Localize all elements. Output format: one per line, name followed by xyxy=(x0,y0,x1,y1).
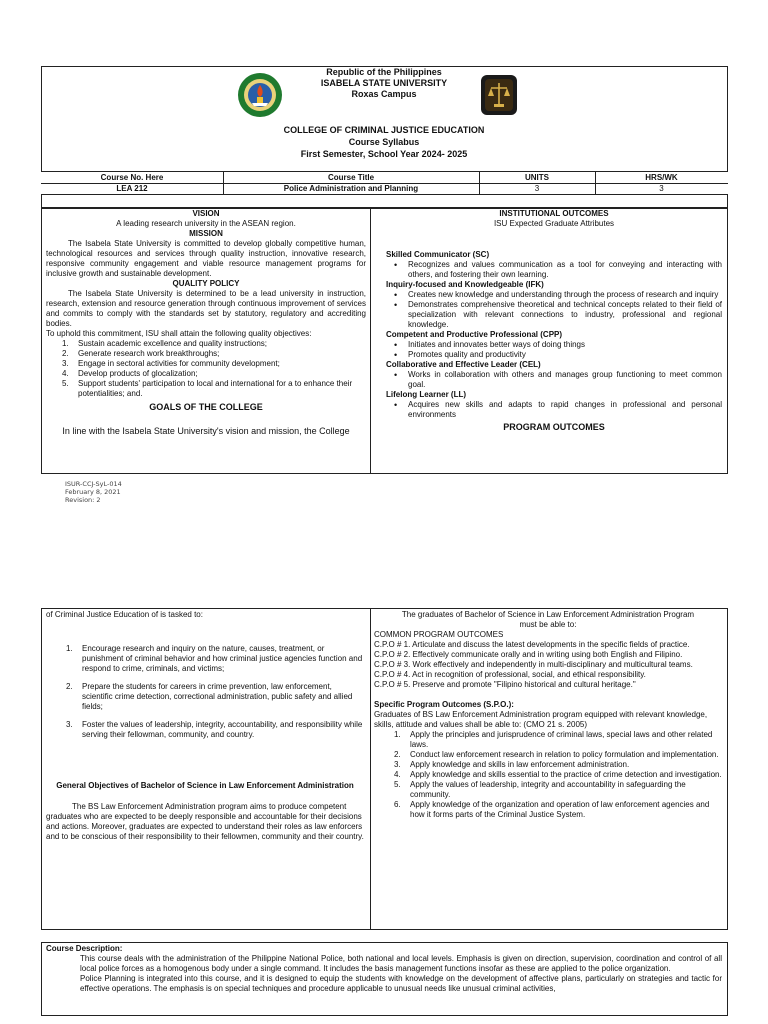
ll-title: Lifelong Learner (LL) xyxy=(386,390,466,399)
list-number: 4. xyxy=(394,770,401,779)
course-title-header: Course Title xyxy=(327,173,375,182)
list-item xyxy=(374,730,722,750)
list-item: • Works in collaboration with others and manages group functioning to meet common goal. xyxy=(386,370,722,390)
cpp-title: Competent and Productive Professional (CPP) xyxy=(386,330,563,339)
vision-title: VISION xyxy=(192,209,220,218)
quality-objectives-list xyxy=(46,339,366,399)
list-item: • Creates new knowledge and understanding through the process of research and inquiry xyxy=(386,290,722,300)
cel-title: Collaborative and Effective Leader (CEL) xyxy=(386,360,541,369)
list-item: • Demonstrates comprehensive theoretical and technical concepts related to their field of specialization with relevant connections to industry, professional and regional knowledge. xyxy=(386,300,722,330)
list-item xyxy=(46,349,366,359)
footer-revision: Revision: 2 xyxy=(65,496,101,504)
hrs-wk-value: 3 xyxy=(659,184,664,193)
cpo-item: C.P.O # 4. Act in recognition of professional, social, and ethical responsibility. xyxy=(374,670,646,679)
list-number: 1. xyxy=(394,730,401,739)
course-description xyxy=(46,944,722,994)
list-text: Generate research work breakthroughs; xyxy=(78,349,220,358)
course-description-para-1: This course deals with the administration of the Philippine National Police, both national and local levels. Emphasis is given on direction, supervision, coordination and control of all local police forces as a homogenous body under a single command. It includes the basis management functions insofar as these are applied to the police organization. xyxy=(80,954,722,973)
list-item xyxy=(46,644,364,674)
footer-date: February 8, 2021 xyxy=(65,488,121,496)
list-text: Sustain academic excellence and quality instructions; xyxy=(78,339,267,348)
list-item xyxy=(374,770,722,780)
cpo-item: C.P.O # 3. Work effectively and independently in multi-disciplinary and multicultural teams. xyxy=(374,660,693,669)
vision-column xyxy=(46,209,366,437)
list-text: Prepare the students for careers in crime prevention, law enforcement, scientific crime detection, correctional administration, public safety and allied fields; xyxy=(82,682,353,711)
list-number: 2. xyxy=(62,349,69,358)
list-number: 2. xyxy=(66,682,73,691)
cpo-item: C.P.O # 2. Effectively communicate orally and in writing using both English and Filipino. xyxy=(374,650,683,659)
list-number: 3. xyxy=(66,720,73,729)
list-text: Develop products of glocalization; xyxy=(78,369,198,378)
vision-text: A leading research university in the ASEAN region. xyxy=(116,219,296,228)
quality-policy-title: QUALITY POLICY xyxy=(172,279,240,288)
list-item xyxy=(46,339,366,349)
cpo-item: C.P.O # 5. Preserve and promote "Filipino historical and cultural heritage." xyxy=(374,680,636,689)
list-text: Foster the values of leadership, integrity, accountability, and responsibility while serving their fellowman, community, and country. xyxy=(82,720,363,739)
list-text: Engage in sectoral activities for community development; xyxy=(78,359,280,368)
header-republic: Republic of the Philippines xyxy=(326,67,442,77)
uphold-text: To uphold this commitment, ISU shall attain the following quality objectives: xyxy=(46,329,312,338)
header-university: ISABELA STATE UNIVERSITY xyxy=(320,78,448,88)
list-item xyxy=(46,682,364,712)
course-description-para-2: Police Planning is integrated into this course, and it is designed to equip the students with knowledge on the development of affective plans, particularly on strategies and tactic for effective operations. The emphasis is on special techniques and procedure applicable to unusual needs like unusual criminal activities, xyxy=(80,974,722,993)
list-number: 2. xyxy=(394,750,401,759)
list-item xyxy=(46,359,366,369)
list-item: • Initiates and innovates better ways of doing things xyxy=(386,340,722,350)
college-goals-column xyxy=(46,610,364,842)
list-number: 3. xyxy=(394,760,401,769)
spo-title: Specific Program Outcomes (S.P.O.): xyxy=(374,700,514,709)
list-number: 1. xyxy=(66,644,73,653)
list-item: • Acquires new skills and adapts to rapid changes in professional and personal environments xyxy=(386,400,722,420)
list-text: Apply knowledge and skills essential to the practice of crime detection and investigation. xyxy=(410,770,722,779)
header-doc-type: Course Syllabus xyxy=(348,137,420,147)
course-description-title: Course Description: xyxy=(46,944,123,953)
header-college: COLLEGE OF CRIMINAL JUSTICE EDUCATION xyxy=(283,125,485,135)
general-objectives-text: The BS Law Enforcement Administration program aims to produce competent graduates who are expected to be deeply responsible and accountable for their decisions and actions. Moreover, graduates are expected to understand their roles as law enforcers and to be conscious of their responsibility to their fellowmen, community and their country. xyxy=(46,802,364,841)
common-program-outcomes-title: COMMON PROGRAM OUTCOMES xyxy=(374,630,504,639)
program-outcomes-intro-1: The graduates of Bachelor of Science in Law Enforcement Administration Program xyxy=(401,610,695,619)
mission-text: The Isabela State University is committed to develop globally competitive human, technological resources and services through quality instruction, innovative research, responsive community engagement and viable resource management programs for inclusive growth and sustainable development. xyxy=(46,239,366,278)
list-item xyxy=(374,750,722,760)
list-item xyxy=(374,780,722,800)
outcomes-column xyxy=(386,209,722,433)
list-item: • Recognizes and values communication as a tool for conveying and interacting with others, and fostering their own learning. xyxy=(386,260,722,280)
goals-title: GOALS OF THE COLLEGE xyxy=(149,402,263,412)
header-campus: Roxas Campus xyxy=(351,89,417,99)
list-item xyxy=(46,369,366,379)
course-no-header: Course No. Here xyxy=(100,173,164,182)
list-item xyxy=(46,720,364,740)
institutional-outcomes-subtitle: ISU Expected Graduate Attributes xyxy=(493,219,615,228)
units-header: UNITS xyxy=(525,173,549,182)
list-item xyxy=(46,379,366,399)
vision-outcomes-divider xyxy=(370,208,371,474)
quality-policy-text: The Isabela State University is determined to be a lead university in instruction, research, extension and resource generation through continuous improvement of services and commits to comply with the standards set by statutory, regulatory and accrediting bodies. xyxy=(46,289,366,328)
list-text: Apply knowledge of the organization and operation of law enforcement agencies and how it forms parts of the Criminal Justice System. xyxy=(410,800,710,819)
general-objectives-title: General Objectives of Bachelor of Science in Law Enforcement Administration xyxy=(56,781,354,790)
list-text: Apply the values of leadership, integrity and accountability in safeguarding the community. xyxy=(410,780,686,799)
list-number: 5. xyxy=(394,780,401,789)
list-number: 1. xyxy=(62,339,69,348)
list-text: Encourage research and inquiry on the nature, causes, treatment, or punishment of criminal behavior and how criminal justice agencies function and respond to crime, criminals, and victims; xyxy=(82,644,363,673)
header-term: First Semester, School Year 2024- 2025 xyxy=(300,149,468,159)
units-value: 3 xyxy=(534,184,540,193)
course-table-box xyxy=(41,194,728,208)
cpo-item: C.P.O # 1. Articulate and discuss the latest developments in the specific fields of practice. xyxy=(374,640,690,649)
program-outcomes-intro-2: must be able to: xyxy=(519,620,577,629)
list-number: 3. xyxy=(62,359,69,368)
spo-intro: Graduates of BS Law Enforcement Administration program equipped with relevant knowledge, skills, attitude and values shall be able to: (CMO 21 s. 2005) xyxy=(374,710,708,729)
course-title-value: Police Administration and Planning xyxy=(283,184,419,193)
list-item xyxy=(374,800,722,820)
college-goals-intro: of Criminal Justice Education of is tasked to: xyxy=(46,610,203,619)
list-number: 5. xyxy=(62,379,69,388)
list-number: 4. xyxy=(62,369,69,378)
goals-program-outcomes-divider xyxy=(370,608,371,930)
footer-code: ISUR-CCJ-SyL-014 xyxy=(65,480,122,488)
program-outcomes-column xyxy=(374,610,722,820)
course-no-value: LEA 212 xyxy=(116,184,148,193)
ifk-title: Inquiry-focused and Knowledgeable (IFK) xyxy=(386,280,544,289)
program-outcomes-title: PROGRAM OUTCOMES xyxy=(503,422,605,432)
list-text: Apply knowledge and skills in law enforcement administration. xyxy=(410,760,630,769)
list-text: Conduct law enforcement research in relation to policy formulation and implementation. xyxy=(410,750,719,759)
list-item xyxy=(374,760,722,770)
goals-text: In line with the Isabela State University's vision and mission, the College xyxy=(62,426,350,436)
sc-title: Skilled Communicator (SC) xyxy=(386,250,490,259)
list-number: 6. xyxy=(394,800,401,809)
list-item: • Promotes quality and productivity xyxy=(386,350,722,360)
doc-footer xyxy=(65,480,265,504)
list-text: Support students' participation to local and international for a to enhance their potentialities; and. xyxy=(78,379,353,398)
hrs-wk-header: HRS/WK xyxy=(645,173,678,182)
list-text: Apply the principles and jurisprudence of criminal laws, special laws and other related laws. xyxy=(410,730,713,749)
mission-title: MISSION xyxy=(189,229,223,238)
institutional-outcomes-title: INSTITUTIONAL OUTCOMES xyxy=(499,209,609,218)
